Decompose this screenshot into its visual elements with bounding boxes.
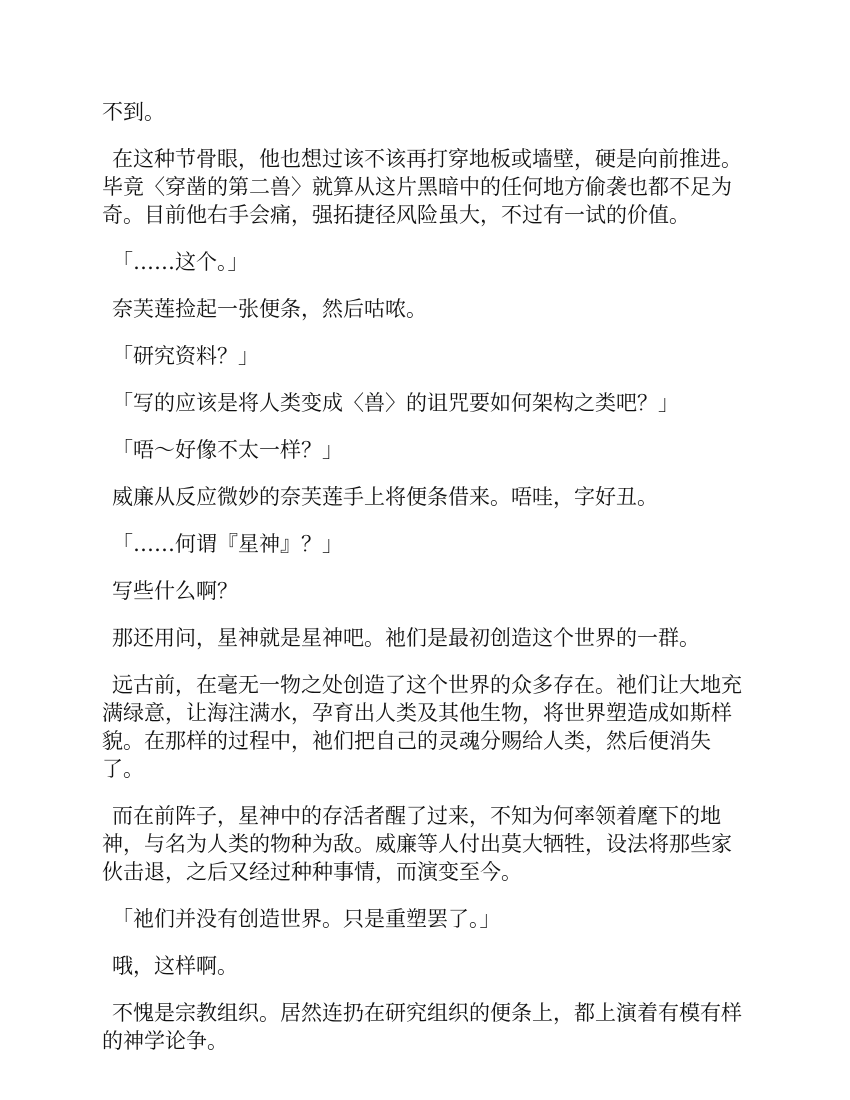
- paragraph-5: 「研究资料？」: [112, 344, 259, 368]
- paragraph-6: 「写的应该是将人类变成〈兽〉的诅咒要如何架构之类吧？」: [112, 391, 679, 415]
- paragraph-12: 远古前，在毫无一物之处创造了这个世界的众多存在。祂们让大地充满绿意，让海注满水，孕育出人类及其他生物，将世界塑造成如斯样貌。在那样的过程中，祂们把自己的灵魂分赐给人类，然后便消失了。: [102, 673, 742, 781]
- paragraph-1: 不到。: [102, 100, 165, 124]
- paragraph-13: 而在前阵子，星神中的存活者醒了过来，不知为何率领着麾下的地神，与名为人类的物种为敌。威廉等人付出莫大牺牲，设法将那些家伙击退，之后又经过种种事情，而演变至今。: [102, 804, 732, 884]
- paragraph-16: 不愧是宗教组织。居然连扔在研究组织的便条上，都上演着有模有样的神学论争。: [102, 1001, 742, 1053]
- paragraph-7: 「唔～好像不太一样？」: [112, 438, 343, 462]
- paragraph-10: 写些什么啊？: [112, 579, 238, 603]
- paragraph-14: 「祂们并没有创造世界。只是重塑罢了。」: [112, 907, 501, 931]
- paragraph-3: 「……这个。」: [112, 250, 249, 274]
- paragraph-11: 那还用问，星神就是星神吧。祂们是最初创造这个世界的一群。: [112, 626, 700, 650]
- paragraph-9: 「……何谓『星神』？」: [112, 532, 343, 556]
- body-text: [102, 98, 752, 1074]
- paragraph-2: 在这种节骨眼，他也想过该不该再打穿地板或墙壁，硬是向前推进。毕竟〈穿凿的第二兽〉就算从这片黑暗中的任何地方偷袭也都不足为奇。目前他右手会痛，强拓捷径风险虽大，不过有一试的价值。: [102, 147, 742, 227]
- paragraph-15: 哦，这样啊。: [112, 954, 238, 978]
- paragraph-8: 威廉从反应微妙的奈芙莲手上将便条借来。唔哇，字好丑。: [112, 485, 658, 509]
- paragraph-4: 奈芙莲捡起一张便条，然后咕哝。: [112, 297, 427, 321]
